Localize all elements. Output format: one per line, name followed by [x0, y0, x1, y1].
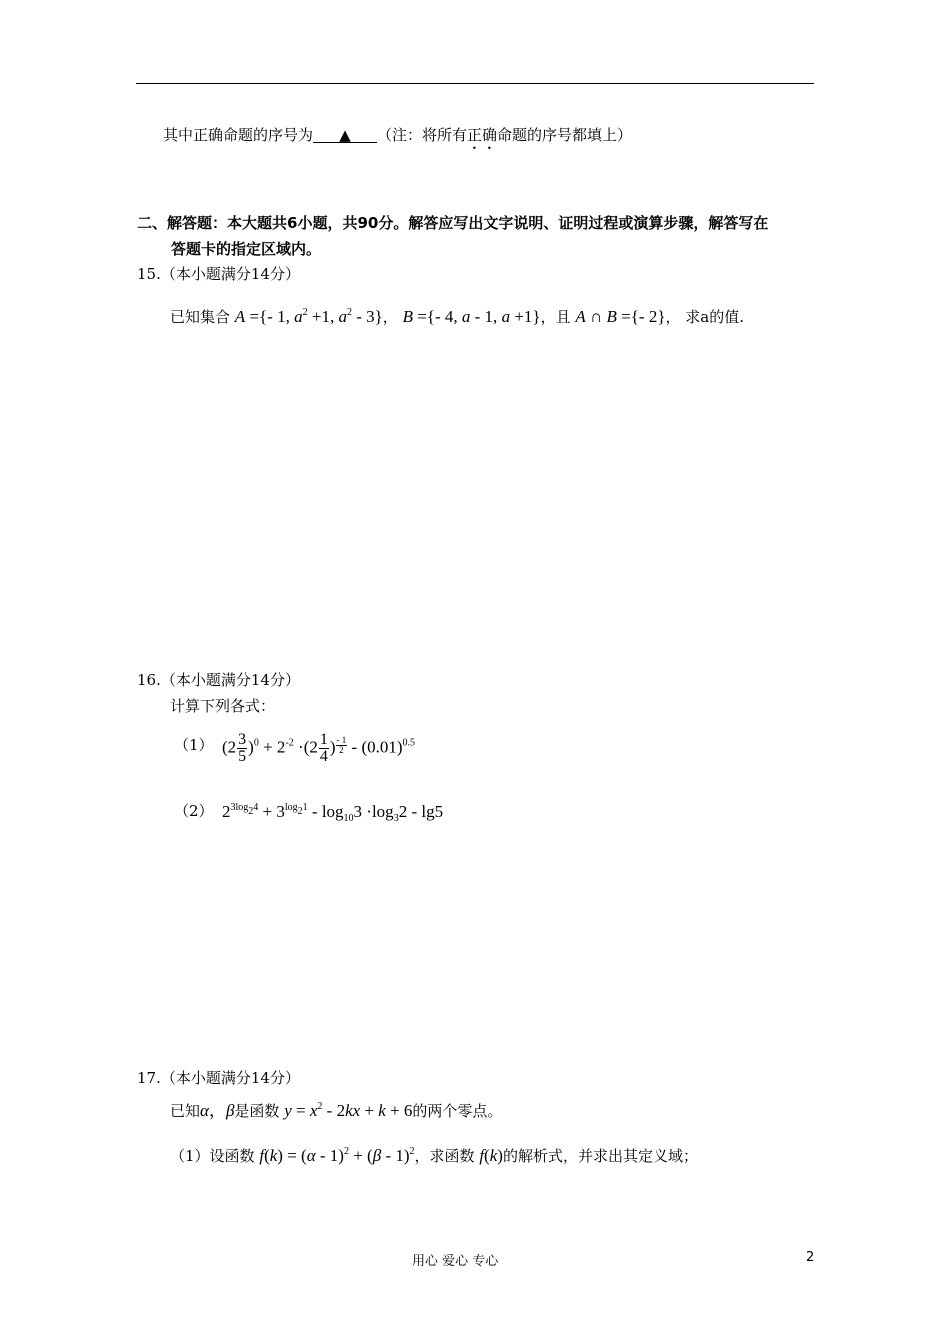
- section-heading-cont: 答题卡的指定区域内。: [171, 240, 322, 258]
- q15-lead: 已知集合: [170, 308, 231, 326]
- q16-intro: 计算下列各式：: [170, 697, 276, 715]
- footer-slogan: 用心 爱心 专心: [412, 1254, 499, 1269]
- q17-header: [137, 1067, 300, 1088]
- q15-score: （本小题满分14分）: [160, 265, 300, 283]
- q16-part2-label: （2）: [174, 802, 214, 820]
- fill-in-line: [163, 124, 632, 153]
- note-close: 命题的序号都填上）: [497, 126, 633, 144]
- page-number: 2: [806, 1250, 815, 1265]
- alpha-beta: α，β: [200, 1101, 235, 1120]
- fk-formula: f(k) = (α - 1)$^2$ + (β - 1)$^2$: [259, 1146, 415, 1165]
- q15-number: 15.: [137, 265, 161, 283]
- q16-part2-formula: $2^{3log_24} + 3^{log_21} - \log_{10}3 \cdot\log_32 - \lg 5$: [222, 802, 444, 824]
- q15-statement: 已知集合 A ={- 1, $a^2 +1$, $a^2 - 3$}， B ={- 4, a - 1, a +1}，且 A ∩ B ={- 2}， 求a的值.: [170, 307, 745, 326]
- set-b-formula: B ={- 4, a - 1, a +1}: [402, 307, 541, 326]
- quadratic-formula: $y = x^2 - 2kx + k + 6$: [284, 1101, 413, 1120]
- section-heading: 二、解答题：本大题共6小题，共90分。解答应写出文字说明、证明过程或演算步骤，解答写在: [137, 214, 769, 232]
- intersection-formula: A ∩ B ={- 2}: [575, 307, 666, 326]
- q17-part1-tail: 的解析式，并求出其定义域；: [502, 1147, 698, 1165]
- q17-tail: 的两个零点。: [412, 1102, 503, 1120]
- note-emphasis: 正确: [467, 126, 498, 144]
- q17-score: （本小题满分14分）: [160, 1069, 300, 1087]
- header-rule: [136, 83, 814, 84]
- q16-part1-formula: (2 $\frac{3}{5}$ )$^0 + 2^{-2} \cdot(2$ $\frac{1}{4}$ ) $\frac{- 1}{2}$ - $(0.01)^{0.5}$: [222, 731, 416, 765]
- fk-symbol: f(k): [479, 1146, 503, 1165]
- q17-part1-mid: ，求函数: [414, 1147, 475, 1165]
- q15-tail: 求a的值.: [685, 308, 745, 326]
- q15-header: [137, 263, 300, 284]
- fill-in-text: 其中正确命题的序号为: [163, 126, 314, 144]
- q16-score: （本小题满分14分）: [160, 671, 300, 689]
- q17-part1-lead: （1）设函数: [170, 1147, 255, 1165]
- q17-statement: [170, 1096, 502, 1121]
- q15-and: ，且: [540, 308, 571, 326]
- q16-header: [137, 669, 300, 690]
- set-a-formula: A ={- 1, $a^2 +1$, $a^2 - 3$}: [234, 307, 383, 326]
- triangle-icon: ▲: [339, 126, 351, 144]
- q17-mid: 是函数: [234, 1102, 280, 1120]
- q17-lead: 已知: [170, 1102, 201, 1120]
- q16-number: 16.: [137, 671, 161, 689]
- note-open: （注：将所有: [377, 126, 468, 144]
- q17-part1: [170, 1145, 698, 1166]
- q16-part1-label: （1）: [174, 736, 214, 754]
- q17-number: 17.: [137, 1069, 161, 1087]
- answer-blank: [313, 128, 377, 143]
